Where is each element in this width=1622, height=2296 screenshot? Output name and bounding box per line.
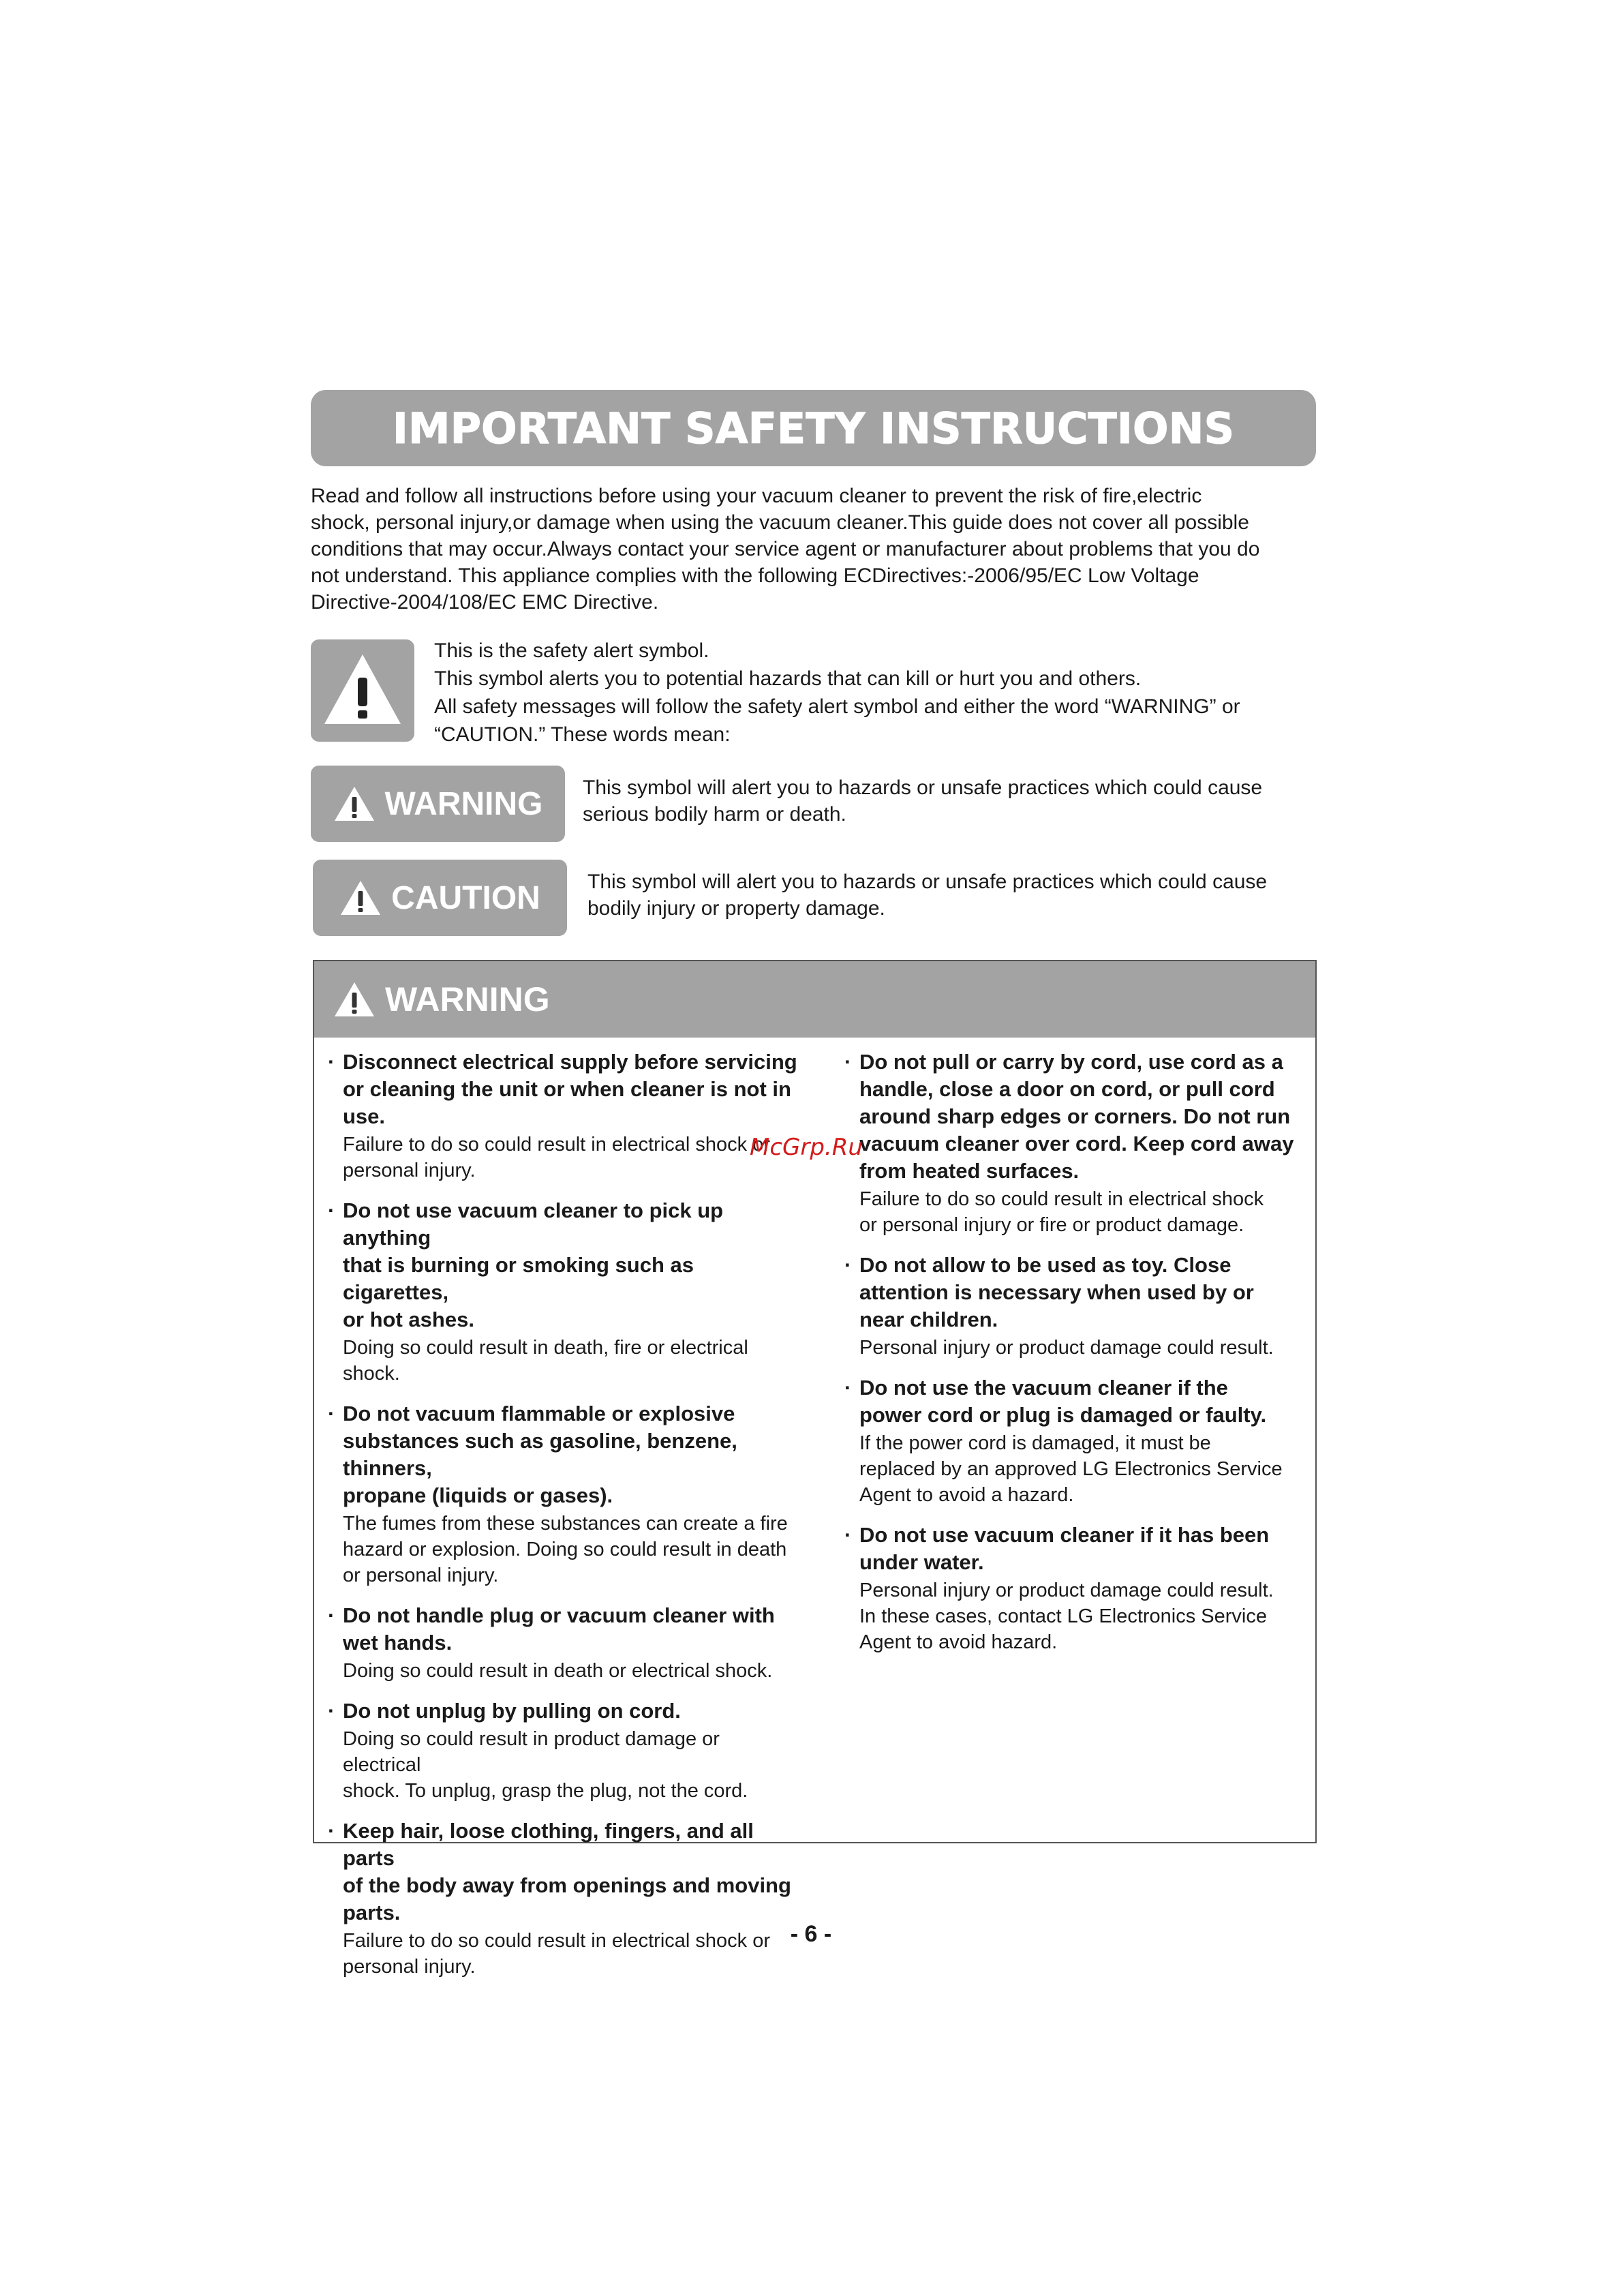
heading-line: near children. bbox=[859, 1308, 998, 1331]
intro-line: Read and follow all instructions before using your vacuum cleaner to prevent the risk of fire,electric bbox=[311, 485, 1202, 507]
warning-item bbox=[328, 1697, 801, 1804]
heading-line: or cleaning the unit or when cleaner is not in bbox=[343, 1077, 791, 1101]
warning-item bbox=[844, 1374, 1308, 1508]
heading-line: from heated surfaces. bbox=[859, 1159, 1080, 1183]
item-heading bbox=[859, 1374, 1308, 1429]
heading-line: attention is necessary when used by or bbox=[859, 1280, 1254, 1304]
intro-line: shock, personal injury,or damage when using the vacuum cleaner.This guide does not cover all possible bbox=[311, 511, 1249, 534]
desc-line: Failure to do so could result in electrical shock or bbox=[343, 1134, 771, 1155]
desc-line: hazard or explosion. Doing so could result in death bbox=[343, 1539, 787, 1560]
bullet: · bbox=[844, 1523, 852, 1547]
warning-panel-title: WARNING bbox=[385, 980, 550, 1018]
item-heading bbox=[343, 1817, 801, 1927]
warning-triangle-icon bbox=[339, 879, 382, 917]
desc-line: or personal injury or fire or product damage. bbox=[859, 1214, 1244, 1236]
desc-line: personal injury. bbox=[343, 1160, 476, 1181]
bullet: · bbox=[328, 1699, 335, 1723]
heading-line: Do not use vacuum cleaner to pick up anything bbox=[343, 1198, 724, 1250]
heading-line: parts. bbox=[343, 1901, 401, 1924]
warning-label-text: WARNING bbox=[384, 785, 543, 822]
heading-line: Disconnect electrical supply before servicing bbox=[343, 1050, 797, 1074]
caution-label-text: CAUTION bbox=[391, 879, 540, 916]
intro-line: not understand. This appliance complies with the following ECDirectives:-2006/95/EC Low Voltage bbox=[311, 564, 1199, 587]
alert-line: All safety messages will follow the safety alert symbol and either the word “WARNING” or bbox=[434, 695, 1240, 718]
warning-item bbox=[844, 1252, 1308, 1361]
warning-item bbox=[328, 1048, 801, 1183]
warning-label bbox=[311, 766, 565, 842]
heading-line: power cord or plug is damaged or faulty. bbox=[859, 1403, 1267, 1427]
heading-line: Keep hair, loose clothing, fingers, and all parts bbox=[343, 1819, 754, 1870]
item-heading bbox=[859, 1048, 1308, 1185]
bullet: · bbox=[844, 1050, 852, 1074]
bullet: · bbox=[844, 1376, 852, 1400]
item-description bbox=[343, 1132, 801, 1183]
warning-column-left bbox=[328, 1048, 801, 1993]
heading-line: substances such as gasoline, benzene, thinners, bbox=[343, 1429, 737, 1480]
safety-alert-symbol-box bbox=[311, 639, 414, 742]
desc-line: Personal injury or product damage could result. bbox=[859, 1337, 1274, 1359]
warning-item bbox=[328, 1602, 801, 1684]
item-heading bbox=[343, 1048, 801, 1130]
warning-panel bbox=[313, 960, 1317, 1978]
desc-line: Doing so could result in death or electrical shock. bbox=[343, 1660, 773, 1682]
alert-line: This symbol alerts you to potential hazards that can kill or hurt you and others. bbox=[434, 667, 1142, 690]
intro-line: conditions that may occur.Always contact your service agent or manufacturer about problems that you do bbox=[311, 538, 1260, 560]
desc-line: The fumes from these substances can create a fire bbox=[343, 1513, 788, 1535]
heading-line: under water. bbox=[859, 1550, 984, 1574]
heading-line: propane (liquids or gases). bbox=[343, 1483, 613, 1507]
bullet: · bbox=[328, 1198, 335, 1222]
caution-def-line: bodily injury or property damage. bbox=[587, 897, 885, 920]
bullet: · bbox=[328, 1603, 335, 1627]
desc-line: Failure to do so could result in electrical shock or bbox=[343, 1930, 771, 1952]
warning-item bbox=[328, 1400, 801, 1588]
desc-line: or personal injury. bbox=[343, 1565, 499, 1586]
warning-def-line: This symbol will alert you to hazards or unsafe practices which could cause bbox=[583, 776, 1263, 799]
warning-def-line: serious bodily harm or death. bbox=[583, 803, 846, 826]
title-banner bbox=[311, 390, 1316, 466]
bullet: · bbox=[328, 1402, 335, 1425]
item-description bbox=[343, 1928, 801, 1980]
heading-line: handle, close a door on cord, or pull cord bbox=[859, 1077, 1275, 1101]
item-description bbox=[343, 1658, 801, 1684]
caution-label bbox=[313, 860, 567, 936]
heading-line: Do not allow to be used as toy. Close bbox=[859, 1253, 1231, 1277]
desc-line: Personal injury or product damage could result. bbox=[859, 1580, 1274, 1601]
item-heading bbox=[343, 1400, 801, 1509]
desc-line: personal injury. bbox=[343, 1956, 476, 1978]
heading-line: that is burning or smoking such as cigarettes, bbox=[343, 1253, 694, 1304]
alert-line: “CAUTION.” These words mean: bbox=[434, 723, 731, 746]
heading-line: Do not vacuum flammable or explosive bbox=[343, 1402, 735, 1425]
warning-column-right bbox=[844, 1048, 1308, 1669]
warning-item bbox=[328, 1817, 801, 1980]
item-description bbox=[859, 1577, 1308, 1655]
desc-line: Failure to do so could result in electrical shock bbox=[859, 1188, 1264, 1210]
desc-line: Agent to avoid hazard. bbox=[859, 1631, 1058, 1653]
desc-line: replaced by an approved LG Electronics Service bbox=[859, 1458, 1283, 1480]
desc-line: shock. To unplug, grasp the plug, not the cord. bbox=[343, 1780, 748, 1802]
warning-item bbox=[844, 1522, 1308, 1655]
heading-line: Do not pull or carry by cord, use cord as a bbox=[859, 1050, 1283, 1074]
heading-line: vacuum cleaner over cord. Keep cord away bbox=[859, 1132, 1294, 1155]
item-description bbox=[343, 1726, 801, 1804]
item-description bbox=[343, 1511, 801, 1588]
page-title: IMPORTANT SAFETY INSTRUCTIONS bbox=[392, 403, 1235, 453]
warning-panel-header bbox=[314, 961, 1315, 1038]
heading-line: of the body away from openings and moving bbox=[343, 1873, 791, 1897]
heading-line: Do not use the vacuum cleaner if the bbox=[859, 1376, 1228, 1400]
safety-alert-text bbox=[434, 637, 1341, 749]
warning-triangle-icon bbox=[333, 785, 376, 823]
item-heading bbox=[859, 1522, 1308, 1576]
heading-line: around sharp edges or corners. Do not run bbox=[859, 1104, 1291, 1128]
item-description bbox=[859, 1186, 1308, 1238]
item-heading bbox=[859, 1252, 1308, 1333]
heading-line: Do not handle plug or vacuum cleaner with bbox=[343, 1603, 775, 1627]
item-description bbox=[343, 1335, 801, 1387]
intro-paragraph bbox=[311, 483, 1347, 616]
heading-line: use. bbox=[343, 1104, 386, 1128]
item-heading bbox=[343, 1602, 801, 1657]
heading-line: or hot ashes. bbox=[343, 1308, 474, 1331]
warning-triangle-icon bbox=[311, 639, 414, 742]
caution-definition bbox=[587, 868, 1337, 922]
item-heading bbox=[343, 1697, 801, 1725]
warning-item bbox=[844, 1048, 1308, 1238]
desc-line: Doing so could result in product damage or electrical bbox=[343, 1728, 720, 1776]
bullet: · bbox=[328, 1819, 335, 1843]
heading-line: wet hands. bbox=[343, 1631, 453, 1655]
desc-line: Agent to avoid a hazard. bbox=[859, 1484, 1074, 1506]
bullet: · bbox=[844, 1253, 852, 1277]
desc-line: In these cases, contact LG Electronics Service bbox=[859, 1605, 1267, 1627]
item-description bbox=[859, 1335, 1308, 1361]
desc-line: Doing so could result in death, fire or electrical shock. bbox=[343, 1337, 748, 1385]
warning-item bbox=[328, 1197, 801, 1387]
bullet: · bbox=[328, 1050, 335, 1074]
item-heading bbox=[343, 1197, 801, 1333]
warning-definition bbox=[583, 774, 1339, 828]
alert-line: This is the safety alert symbol. bbox=[434, 639, 709, 662]
page-number: - 6 - bbox=[790, 1921, 832, 1947]
heading-line: Do not use vacuum cleaner if it has been bbox=[859, 1523, 1270, 1547]
desc-line: If the power cord is damaged, it must be bbox=[859, 1432, 1211, 1454]
item-description bbox=[859, 1430, 1308, 1508]
watermark: McGrp.Ru bbox=[750, 1134, 863, 1161]
intro-line: Directive-2004/108/EC EMC Directive. bbox=[311, 591, 659, 614]
heading-line: Do not unplug by pulling on cord. bbox=[343, 1699, 681, 1723]
warning-triangle-icon bbox=[333, 980, 376, 1018]
caution-def-line: This symbol will alert you to hazards or unsafe practices which could cause bbox=[587, 871, 1268, 893]
